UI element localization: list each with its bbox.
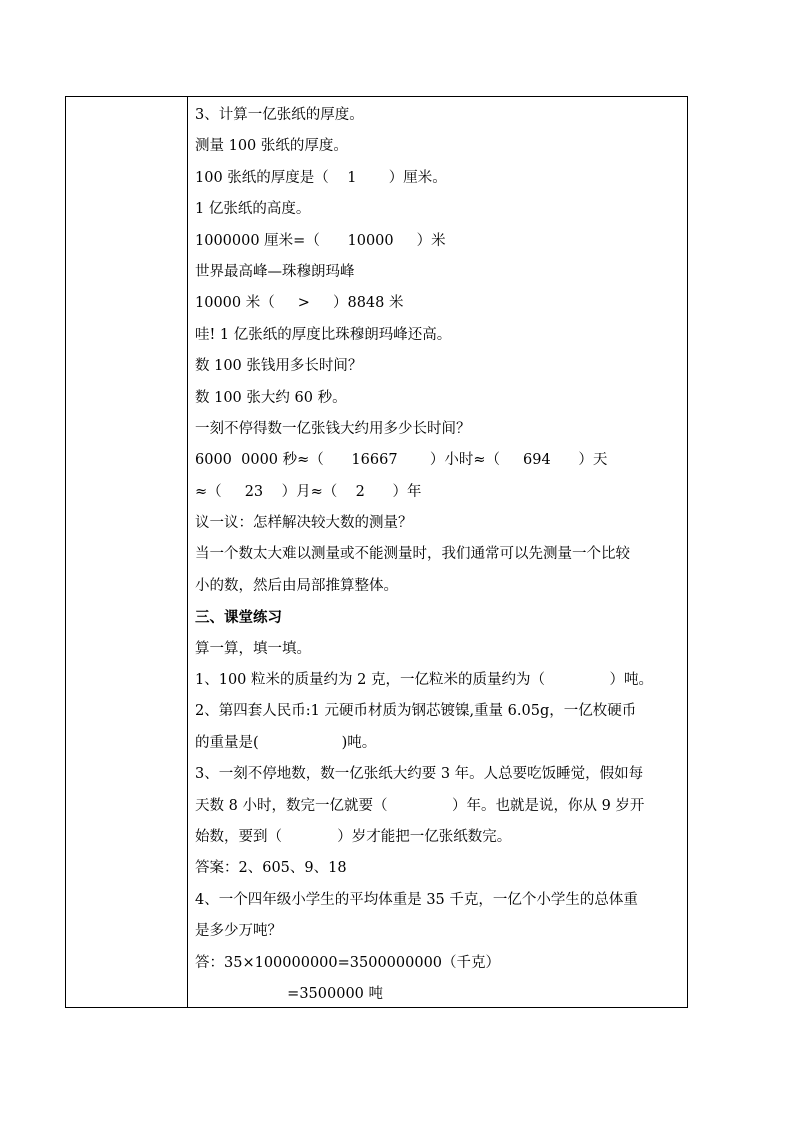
content-line: 测量 100 张纸的厚度。	[195, 138, 348, 155]
content-line: 是多少万吨？	[195, 923, 282, 940]
content-line: 答：35×100000000=3500000000（千克）	[195, 954, 501, 971]
content-line: 1 亿张纸的高度。	[195, 201, 311, 218]
content-line: 三、课堂练习	[195, 609, 282, 627]
content-line: 10000 米（ > ）8848 米	[195, 295, 404, 312]
content-line: 4、一个四年级小学生的平均体重是 35 千克，一亿个小学生的总体重	[195, 891, 638, 908]
content-line: 当一个数太大难以测量或不能测量时，我们通常可以先测量一个比较	[195, 546, 630, 563]
lesson-content-cell	[195, 100, 685, 1010]
lesson-table	[65, 96, 688, 1008]
content-line: 数 100 张大约 60 秒。	[195, 389, 347, 406]
content-line: 世界最高峰—珠穆朗玛峰	[195, 263, 355, 280]
content-line: 一刻不停得数一亿张钱大约用多少长时间？	[195, 420, 471, 437]
content-line: 1000000 厘米=（ 10000 ）米	[195, 232, 446, 249]
content-line: 6000 0000 秒≈（ 16667 ）小时≈（ 694 ）天	[195, 452, 608, 469]
content-line: 答案：2、605、9、18	[195, 860, 347, 877]
content-line: 的重量是( )吨。	[195, 734, 377, 751]
content-line: 天数 8 小时，数完一亿就要（ ）年。也就是说，你从 9 岁开	[195, 797, 645, 814]
content-line: 议一议：怎样解决较大数的测量？	[195, 515, 413, 532]
content-line: 2、第四套人民币:1 元硬币材质为钢芯镀镍,重量 6.05g，一亿枚硬币	[195, 703, 637, 720]
content-line: 3、一刻不停地数，数一亿张纸大约要 3 年。人总要吃饭睡觉，假如每	[195, 766, 644, 783]
content-line: 哇! 1 亿张纸的厚度比珠穆朗玛峰还高。	[195, 326, 452, 343]
column-divider	[187, 97, 188, 1007]
content-line: 100 张纸的厚度是（ 1 ）厘米。	[195, 169, 447, 186]
content-line: 数 100 张钱用多长时间？	[195, 358, 363, 375]
content-line: 小的数，然后由局部推算整体。	[195, 577, 398, 594]
content-line: =3500000 吨	[195, 985, 384, 1002]
content-line: 始数，要到（ ）岁才能把一亿张纸数完。	[195, 828, 512, 845]
content-line: 算一算，填一填。	[195, 640, 311, 657]
content-line: 1、100 粒米的质量约为 2 克，一亿粒米的质量约为（ ）吨。	[195, 672, 653, 689]
content-line: 3、计算一亿张纸的厚度。	[195, 107, 364, 123]
content-line: ≈（ 23 ）月≈（ 2 ）年	[195, 483, 422, 500]
